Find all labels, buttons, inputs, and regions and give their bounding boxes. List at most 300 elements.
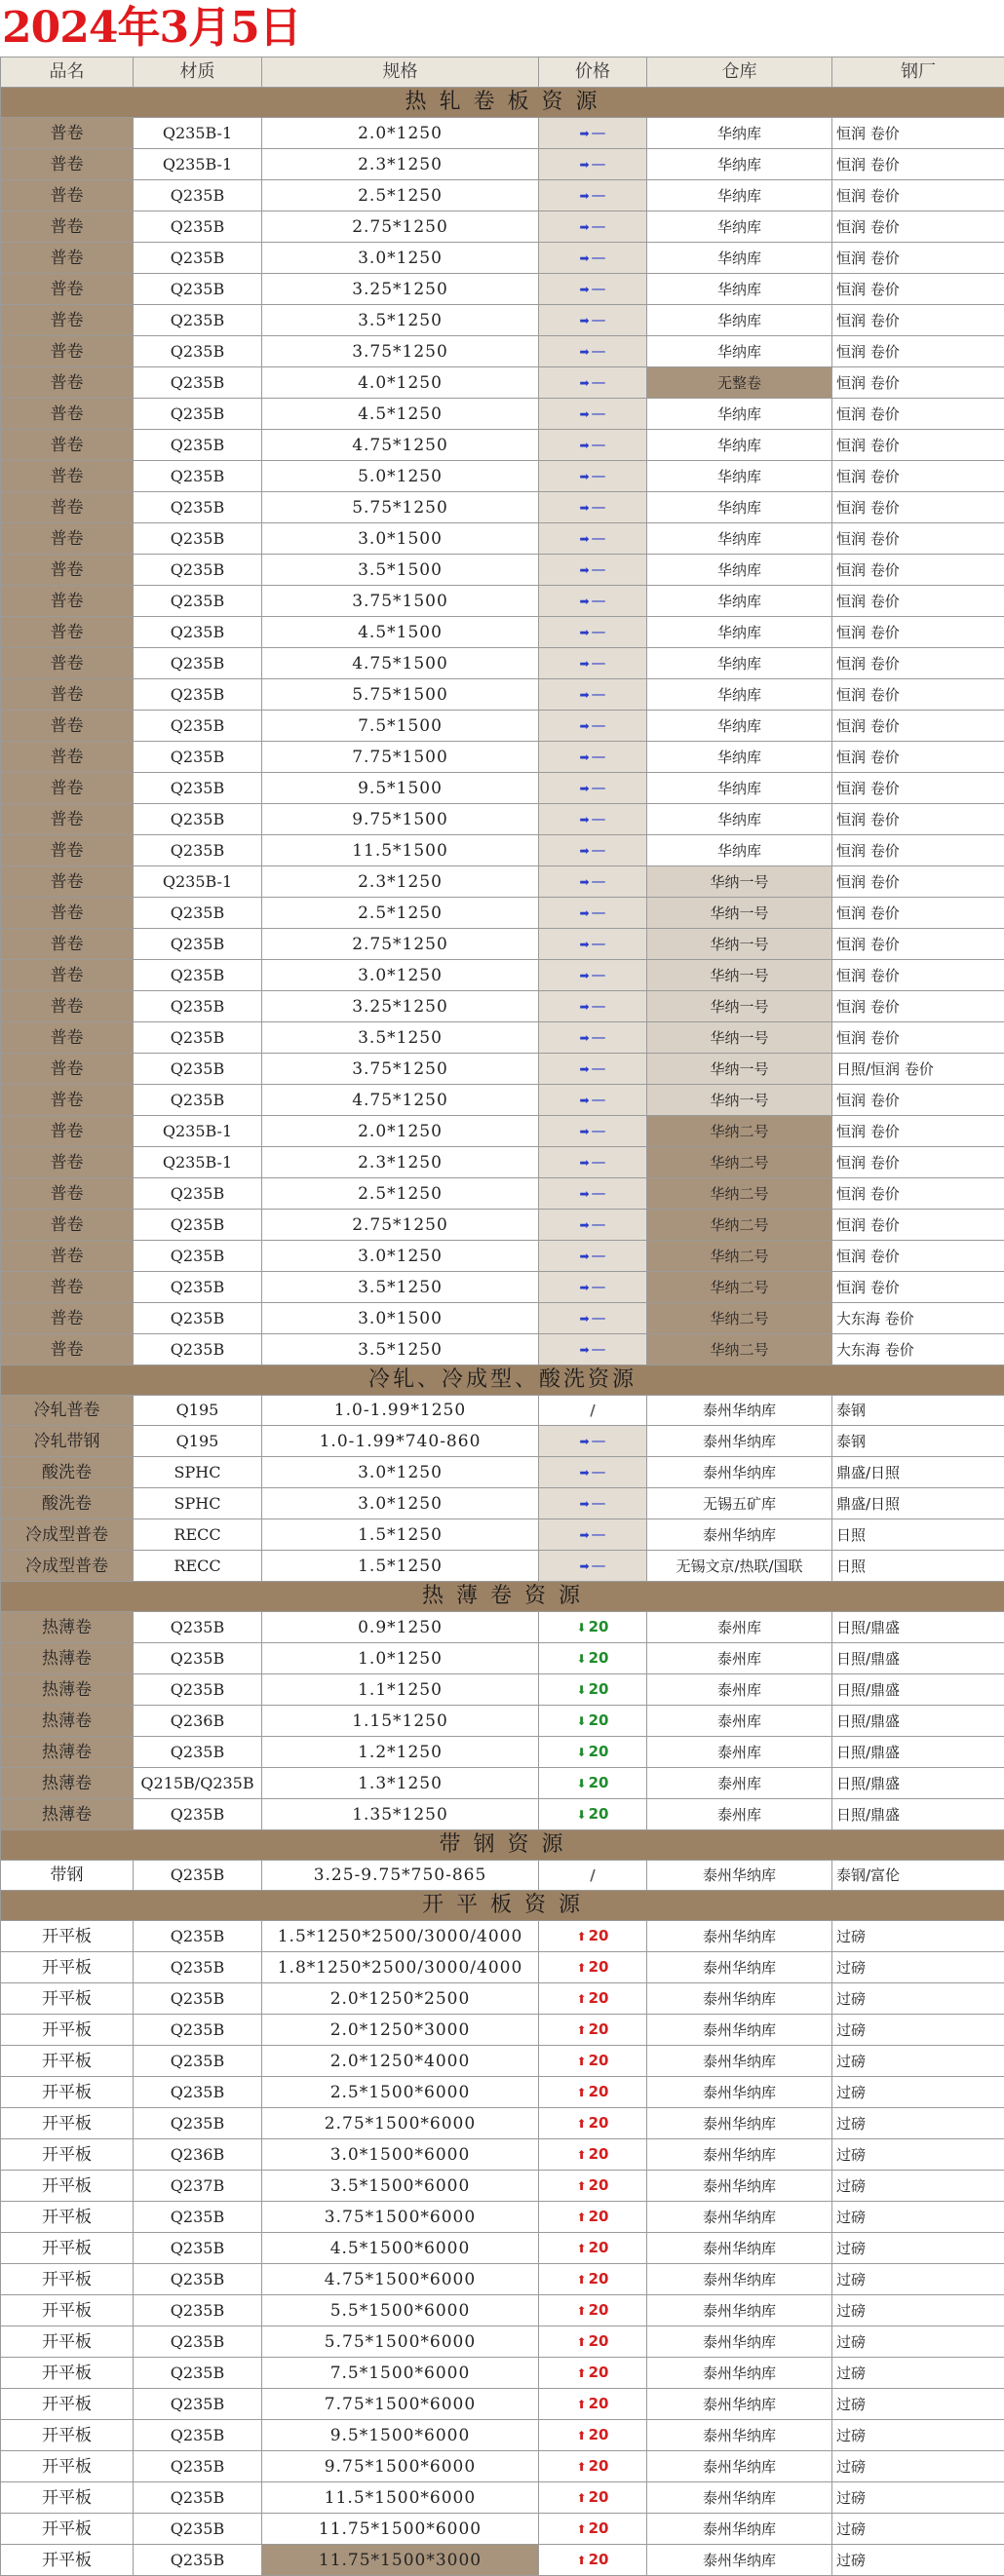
price-cell xyxy=(539,1952,647,1983)
price-cell xyxy=(539,430,647,461)
product-cell: 普卷 xyxy=(1,1272,134,1303)
table-row xyxy=(1,960,1004,991)
warehouse-cell: 华纳库 xyxy=(647,149,832,180)
price-value: 20 xyxy=(589,2083,609,2100)
price-cell xyxy=(539,960,647,991)
product-cell: 普卷 xyxy=(1,274,134,305)
spec-cell: 5.75*1500 xyxy=(262,679,539,711)
header-warehouse: 仓库 xyxy=(647,58,832,88)
arrow-right-icon: ➡ xyxy=(579,368,589,398)
product-cell: 开平板 xyxy=(1,1921,134,1952)
warehouse-cell: 华纳库 xyxy=(647,648,832,679)
product-cell: 开平板 xyxy=(1,2015,134,2046)
mill-cell: 恒润 卷价 xyxy=(832,866,1004,898)
price-value: 20 xyxy=(589,2551,609,2568)
price-cell xyxy=(539,1737,647,1768)
price-cell xyxy=(539,1147,647,1178)
mill-cell: 恒润 卷价 xyxy=(832,430,1004,461)
price-cell xyxy=(539,929,647,960)
table-row xyxy=(1,648,1004,679)
material-cell: Q235B xyxy=(134,1952,262,1983)
mill-cell: 恒润 卷价 xyxy=(832,1085,1004,1116)
material-cell: Q235B xyxy=(134,430,262,461)
price-cell xyxy=(539,2077,647,2108)
product-cell: 酸洗卷 xyxy=(1,1488,134,1519)
price-cell xyxy=(539,2451,647,2482)
price-value: — xyxy=(592,935,606,952)
price-value: — xyxy=(592,1153,606,1171)
price-cell xyxy=(539,617,647,648)
mill-cell: 恒润 卷价 xyxy=(832,835,1004,866)
spec-cell: 1.8*1250*2500/3000/4000 xyxy=(262,1952,539,1983)
material-cell: Q235B xyxy=(134,1054,262,1085)
spec-cell: 5.75*1250 xyxy=(262,492,539,523)
table-row xyxy=(1,2046,1004,2077)
price-value: 20 xyxy=(589,2395,609,2412)
mill-cell: 日照/鼎盛 xyxy=(832,1612,1004,1643)
price-value: / xyxy=(590,1866,595,1884)
material-cell: Q235B xyxy=(134,211,262,243)
product-cell: 开平板 xyxy=(1,2295,134,2326)
price-cell xyxy=(539,367,647,399)
product-cell: 普卷 xyxy=(1,1147,134,1178)
warehouse-cell: 华纳库 xyxy=(647,211,832,243)
warehouse-cell: 华纳库 xyxy=(647,742,832,773)
material-cell: Q235B xyxy=(134,1241,262,1272)
material-cell: Q235B xyxy=(134,1612,262,1643)
table-row xyxy=(1,804,1004,835)
warehouse-cell: 泰州华纳库 xyxy=(647,1952,832,1983)
mill-cell: 鼎盛/日照 xyxy=(832,1488,1004,1519)
product-cell: 普卷 xyxy=(1,555,134,586)
price-cell xyxy=(539,1116,647,1147)
mill-cell: 日照/鼎盛 xyxy=(832,1799,1004,1830)
spec-cell: 2.0*1250*4000 xyxy=(262,2046,539,2077)
arrow-right-icon: ➡ xyxy=(579,867,589,897)
mill-cell: 过磅 xyxy=(832,2545,1004,2576)
spec-cell: 4.75*1250 xyxy=(262,430,539,461)
table-row xyxy=(1,1457,1004,1488)
warehouse-cell: 泰州华纳库 xyxy=(647,2139,832,2171)
price-value: — xyxy=(592,529,606,547)
warehouse-cell: 泰州华纳库 xyxy=(647,1921,832,1952)
product-cell: 普卷 xyxy=(1,305,134,336)
product-cell: 开平板 xyxy=(1,2389,134,2420)
price-value: 20 xyxy=(589,2145,609,2163)
price-value: — xyxy=(592,716,606,734)
material-cell: Q235B xyxy=(134,1178,262,1210)
table-row xyxy=(1,1054,1004,1085)
price-value: 20 xyxy=(589,2457,609,2475)
warehouse-cell: 泰州华纳库 xyxy=(647,1983,832,2015)
product-cell: 普卷 xyxy=(1,835,134,866)
warehouse-cell: 泰州库 xyxy=(647,1768,832,1799)
spec-cell: 7.5*1500*6000 xyxy=(262,2358,539,2389)
mill-cell: 日照/鼎盛 xyxy=(832,1674,1004,1706)
price-value: — xyxy=(592,155,606,173)
material-cell: Q235B xyxy=(134,180,262,211)
warehouse-cell: 华纳库 xyxy=(647,679,832,711)
table-row xyxy=(1,523,1004,555)
warehouse-cell: 华纳一号 xyxy=(647,991,832,1022)
price-cell xyxy=(539,2358,647,2389)
spec-cell: 3.0*1500 xyxy=(262,1303,539,1334)
table-row xyxy=(1,2015,1004,2046)
spec-cell: 9.75*1500*6000 xyxy=(262,2451,539,2482)
price-cell xyxy=(539,1674,647,1706)
price-cell xyxy=(539,1178,647,1210)
price-value: 20 xyxy=(589,1774,609,1791)
product-cell: 开平板 xyxy=(1,2046,134,2077)
table-row xyxy=(1,336,1004,367)
material-cell: Q235B xyxy=(134,523,262,555)
warehouse-cell: 泰州华纳库 xyxy=(647,2545,832,2576)
warehouse-cell: 泰州华纳库 xyxy=(647,2295,832,2326)
arrow-down-icon: ⬇ xyxy=(577,1707,587,1736)
price-cell xyxy=(539,773,647,804)
arrow-right-icon: ➡ xyxy=(579,805,589,834)
price-cell xyxy=(539,1426,647,1457)
arrow-down-icon: ⬇ xyxy=(577,1800,587,1829)
spec-cell: 3.75*1250 xyxy=(262,1054,539,1085)
material-cell: Q235B xyxy=(134,1085,262,1116)
table-row xyxy=(1,1612,1004,1643)
price-cell xyxy=(539,1457,647,1488)
arrow-right-icon: ➡ xyxy=(579,992,589,1021)
table-row xyxy=(1,742,1004,773)
arrow-right-icon: ➡ xyxy=(579,930,589,959)
mill-cell: 恒润 卷价 xyxy=(832,492,1004,523)
material-cell: Q235B-1 xyxy=(134,118,262,149)
price-cell xyxy=(539,2139,647,2171)
section-title: 冷轧、冷成型、酸洗资源 xyxy=(1,1365,1004,1396)
material-cell: Q235B xyxy=(134,305,262,336)
material-cell: Q235B xyxy=(134,2015,262,2046)
material-cell: Q235B xyxy=(134,679,262,711)
mill-cell: 恒润 卷价 xyxy=(832,960,1004,991)
price-value: 20 xyxy=(589,2176,609,2194)
table-row xyxy=(1,211,1004,243)
section-header-row xyxy=(1,1891,1004,1921)
mill-cell: 恒润 卷价 xyxy=(832,243,1004,274)
table-row xyxy=(1,1178,1004,1210)
spec-cell: 9.5*1500*6000 xyxy=(262,2420,539,2451)
table-row xyxy=(1,2389,1004,2420)
product-cell: 开平板 xyxy=(1,1952,134,1983)
material-cell: Q235B xyxy=(134,2264,262,2295)
table-row xyxy=(1,1022,1004,1054)
arrow-right-icon: ➡ xyxy=(579,1520,589,1550)
price-cell xyxy=(539,1983,647,2015)
page-title: 2024年3月5日 xyxy=(0,0,1004,57)
price-value: 20 xyxy=(589,1989,609,2007)
material-cell: SPHC xyxy=(134,1488,262,1519)
price-cell xyxy=(539,2514,647,2545)
table-row xyxy=(1,1737,1004,1768)
arrow-right-icon: ➡ xyxy=(579,493,589,522)
spec-cell: 11.75*1500*3000 xyxy=(262,2545,539,2576)
arrow-right-icon: ➡ xyxy=(579,649,589,678)
spec-cell: 3.75*1250 xyxy=(262,336,539,367)
product-cell: 普卷 xyxy=(1,960,134,991)
spec-cell: 1.0*1250 xyxy=(262,1643,539,1674)
arrow-right-icon: ➡ xyxy=(579,337,589,366)
price-cell xyxy=(539,1612,647,1643)
material-cell: Q235B xyxy=(134,835,262,866)
mill-cell: 日照 xyxy=(832,1519,1004,1551)
arrow-right-icon: ➡ xyxy=(579,1427,589,1456)
spec-cell: 3.5*1250 xyxy=(262,1022,539,1054)
material-cell: Q235B xyxy=(134,2482,262,2514)
warehouse-cell: 华纳库 xyxy=(647,274,832,305)
product-cell: 普卷 xyxy=(1,1178,134,1210)
table-row xyxy=(1,1426,1004,1457)
section-header-row xyxy=(1,1582,1004,1612)
product-cell: 热薄卷 xyxy=(1,1643,134,1674)
mill-cell: 过磅 xyxy=(832,1952,1004,1983)
arrow-right-icon: ➡ xyxy=(579,1117,589,1146)
mill-cell: 恒润 卷价 xyxy=(832,180,1004,211)
table-row xyxy=(1,2108,1004,2139)
arrow-up-icon: ⬆ xyxy=(577,1922,587,1951)
price-cell xyxy=(539,2420,647,2451)
material-cell: Q235B xyxy=(134,2358,262,2389)
spec-cell: 9.75*1500 xyxy=(262,804,539,835)
price-cell xyxy=(539,1551,647,1582)
spec-cell: 7.75*1500 xyxy=(262,742,539,773)
warehouse-cell: 华纳库 xyxy=(647,305,832,336)
mill-cell: 日照/鼎盛 xyxy=(832,1643,1004,1674)
product-cell: 普卷 xyxy=(1,866,134,898)
spec-cell: 3.75*1500 xyxy=(262,586,539,617)
spec-cell: 3.5*1500*6000 xyxy=(262,2171,539,2202)
warehouse-cell: 泰州华纳库 xyxy=(647,2108,832,2139)
mill-cell: 过磅 xyxy=(832,2295,1004,2326)
spec-cell: 3.5*1250 xyxy=(262,305,539,336)
spec-cell: 2.75*1500*6000 xyxy=(262,2108,539,2139)
spec-cell: 1.5*1250*2500/3000/4000 xyxy=(262,1921,539,1952)
product-cell: 热薄卷 xyxy=(1,1768,134,1799)
price-value: 20 xyxy=(589,2114,609,2132)
mill-cell: 大东海 卷价 xyxy=(832,1334,1004,1365)
price-cell xyxy=(539,274,647,305)
arrow-right-icon: ➡ xyxy=(579,587,589,616)
spec-cell: 3.5*1250 xyxy=(262,1272,539,1303)
material-cell: Q235B xyxy=(134,742,262,773)
table-row xyxy=(1,305,1004,336)
mill-cell: 日照 xyxy=(832,1551,1004,1582)
section-header-row xyxy=(1,1830,1004,1861)
price-value: — xyxy=(592,1247,606,1264)
mill-cell: 过磅 xyxy=(832,1921,1004,1952)
warehouse-cell: 泰州华纳库 xyxy=(647,1396,832,1426)
price-cell xyxy=(539,1519,647,1551)
material-cell: Q235B-1 xyxy=(134,866,262,898)
spec-cell: 2.0*1250 xyxy=(262,118,539,149)
header-spec: 规格 xyxy=(262,58,539,88)
material-cell: Q235B-1 xyxy=(134,1116,262,1147)
material-cell: Q235B xyxy=(134,586,262,617)
table-row xyxy=(1,2295,1004,2326)
material-cell: Q236B xyxy=(134,2139,262,2171)
mill-cell: 日照/鼎盛 xyxy=(832,1737,1004,1768)
mill-cell: 过磅 xyxy=(832,2451,1004,2482)
mill-cell: 日照/鼎盛 xyxy=(832,1768,1004,1799)
arrow-up-icon: ⬆ xyxy=(577,2140,587,2170)
arrow-up-icon: ⬆ xyxy=(577,2515,587,2544)
table-row xyxy=(1,2451,1004,2482)
product-cell: 冷成型普卷 xyxy=(1,1551,134,1582)
price-cell xyxy=(539,2545,647,2576)
table-row xyxy=(1,1241,1004,1272)
material-cell: Q235B xyxy=(134,555,262,586)
warehouse-cell: 华纳库 xyxy=(647,523,832,555)
warehouse-cell: 华纳二号 xyxy=(647,1334,832,1365)
spec-cell: 2.0*1250*2500 xyxy=(262,1983,539,2015)
product-cell: 热薄卷 xyxy=(1,1706,134,1737)
product-cell: 热薄卷 xyxy=(1,1799,134,1830)
arrow-up-icon: ⬆ xyxy=(577,2546,587,2575)
price-value: 20 xyxy=(589,1958,609,1976)
section-title: 开 平 板 资 源 xyxy=(1,1891,1004,1921)
mill-cell: 恒润 卷价 xyxy=(832,804,1004,835)
price-value: — xyxy=(592,1463,606,1480)
warehouse-cell: 华纳一号 xyxy=(647,898,832,929)
arrow-right-icon: ➡ xyxy=(579,1179,589,1209)
spec-cell: 4.5*1500 xyxy=(262,617,539,648)
spec-cell: 1.5*1250 xyxy=(262,1519,539,1551)
mill-cell: 日照/恒润 卷价 xyxy=(832,1054,1004,1085)
warehouse-cell: 泰州库 xyxy=(647,1674,832,1706)
material-cell: Q235B xyxy=(134,711,262,742)
table-row xyxy=(1,1706,1004,1737)
price-value: — xyxy=(592,186,606,204)
price-cell xyxy=(539,866,647,898)
warehouse-cell: 泰州华纳库 xyxy=(647,2358,832,2389)
material-cell: Q235B xyxy=(134,2046,262,2077)
table-row xyxy=(1,711,1004,742)
product-cell: 普卷 xyxy=(1,1210,134,1241)
section-header-row xyxy=(1,1365,1004,1396)
arrow-up-icon: ⬆ xyxy=(577,2421,587,2450)
product-cell: 普卷 xyxy=(1,118,134,149)
mill-cell: 过磅 xyxy=(832,2015,1004,2046)
product-cell: 普卷 xyxy=(1,523,134,555)
table-row xyxy=(1,2139,1004,2171)
mill-cell: 过磅 xyxy=(832,1983,1004,2015)
table-row xyxy=(1,118,1004,149)
price-value: — xyxy=(592,872,606,890)
product-cell: 普卷 xyxy=(1,492,134,523)
price-value: — xyxy=(592,1525,606,1543)
price-cell xyxy=(539,243,647,274)
spec-cell: 1.5*1250 xyxy=(262,1551,539,1582)
material-cell: Q235B xyxy=(134,1334,262,1365)
header-product: 品名 xyxy=(1,58,134,88)
price-table-body xyxy=(1,58,1004,2576)
price-cell xyxy=(539,991,647,1022)
price-cell xyxy=(539,399,647,430)
mill-cell: 过磅 xyxy=(832,2046,1004,2077)
material-cell: Q235B xyxy=(134,773,262,804)
warehouse-cell: 华纳二号 xyxy=(647,1116,832,1147)
price-value: 20 xyxy=(589,2301,609,2319)
product-cell: 普卷 xyxy=(1,211,134,243)
price-cell xyxy=(539,1861,647,1891)
material-cell: Q235B-1 xyxy=(134,149,262,180)
warehouse-cell: 华纳一号 xyxy=(647,1022,832,1054)
product-cell: 热薄卷 xyxy=(1,1674,134,1706)
price-value: 20 xyxy=(589,1743,609,1760)
price-value: 20 xyxy=(589,1711,609,1729)
price-cell xyxy=(539,1706,647,1737)
product-cell: 热薄卷 xyxy=(1,1612,134,1643)
price-value: 20 xyxy=(589,2020,609,2038)
price-value: 20 xyxy=(589,2426,609,2443)
arrow-up-icon: ⬆ xyxy=(577,2016,587,2045)
warehouse-cell: 泰州华纳库 xyxy=(647,1519,832,1551)
mill-cell: 日照/鼎盛 xyxy=(832,1706,1004,1737)
spec-cell: 11.75*1500*6000 xyxy=(262,2514,539,2545)
product-cell: 普卷 xyxy=(1,617,134,648)
warehouse-cell: 华纳库 xyxy=(647,399,832,430)
material-cell: Q235B xyxy=(134,1983,262,2015)
mill-cell: 恒润 卷价 xyxy=(832,461,1004,492)
table-row xyxy=(1,1643,1004,1674)
spec-cell: 3.75*1500*6000 xyxy=(262,2202,539,2233)
arrow-up-icon: ⬆ xyxy=(577,2109,587,2138)
table-row xyxy=(1,1921,1004,1952)
warehouse-cell: 华纳一号 xyxy=(647,866,832,898)
arrow-up-icon: ⬆ xyxy=(577,1984,587,2014)
price-value: — xyxy=(592,560,606,578)
price-value: — xyxy=(592,1122,606,1139)
table-row xyxy=(1,461,1004,492)
mill-cell: 泰钢/富伦 xyxy=(832,1861,1004,1891)
table-row xyxy=(1,243,1004,274)
table-row xyxy=(1,1210,1004,1241)
product-cell: 开平板 xyxy=(1,2420,134,2451)
arrow-right-icon: ➡ xyxy=(579,306,589,335)
warehouse-cell: 泰州库 xyxy=(647,1737,832,1768)
warehouse-cell: 泰州库 xyxy=(647,1706,832,1737)
price-value: — xyxy=(592,342,606,360)
product-cell: 普卷 xyxy=(1,711,134,742)
mill-cell: 恒润 卷价 xyxy=(832,679,1004,711)
price-cell xyxy=(539,679,647,711)
product-cell: 普卷 xyxy=(1,1022,134,1054)
price-cell xyxy=(539,1210,647,1241)
price-cell xyxy=(539,2482,647,2514)
material-cell: Q235B xyxy=(134,617,262,648)
spec-cell: 4.5*1250 xyxy=(262,399,539,430)
price-cell xyxy=(539,586,647,617)
price-value: 20 xyxy=(589,2208,609,2225)
product-cell: 开平板 xyxy=(1,2171,134,2202)
material-cell: Q235B xyxy=(134,2202,262,2233)
spec-cell: 11.5*1500 xyxy=(262,835,539,866)
material-cell: Q235B xyxy=(134,2077,262,2108)
arrow-right-icon: ➡ xyxy=(579,119,589,148)
mill-cell: 过磅 xyxy=(832,2358,1004,2389)
product-cell: 热薄卷 xyxy=(1,1737,134,1768)
material-cell: Q215B/Q235B xyxy=(134,1768,262,1799)
mill-cell: 过磅 xyxy=(832,2264,1004,2295)
arrow-right-icon: ➡ xyxy=(579,1211,589,1240)
price-value: 20 xyxy=(589,1649,609,1667)
mill-cell: 恒润 卷价 xyxy=(832,523,1004,555)
spec-cell: 2.5*1250 xyxy=(262,1178,539,1210)
